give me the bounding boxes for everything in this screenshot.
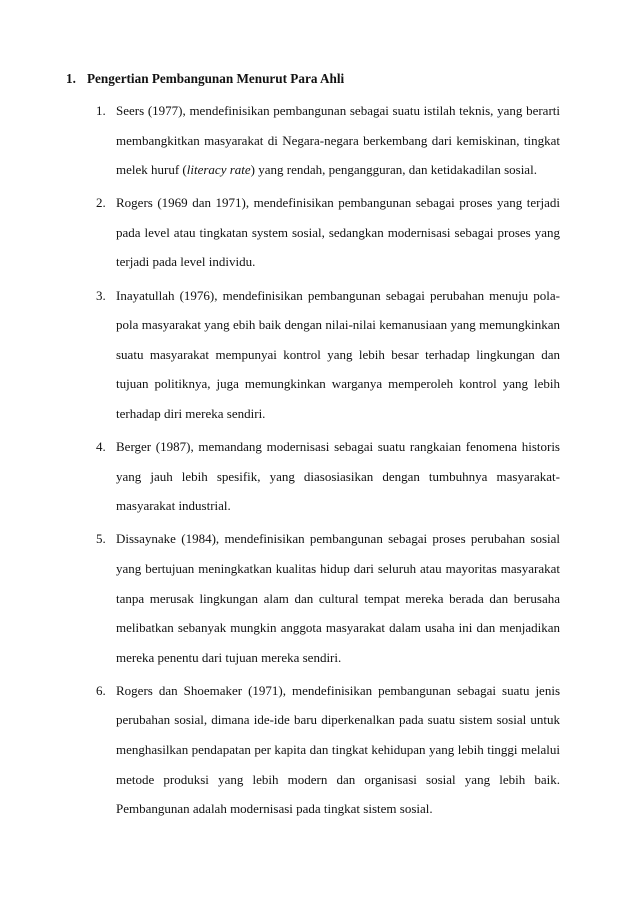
list-item-number: 5. [96,531,106,547]
list-item-number: 2. [96,195,106,211]
list-item-number: 4. [96,439,106,455]
list-item [96,188,560,277]
list-item-text: Rogers (1969 dan 1971), mendefinisikan pembangunan sebagai proses yang terjadi pada level atau tingkatan system sosial, sedangkan modernisasi sebagai proses yang terjadi pada level individu. [116,195,560,270]
list-item [96,96,560,185]
list-item-text-part: Seers (1977), mendefinisikan pembangunan sebagai suatu istilah teknis, yang berarti membangkitkan masyarakat di Negara-negara berkembang dari kemiskinan, tingkat melek huruf ( [116,103,560,178]
list-item-text [116,103,560,177]
list-item [96,676,560,824]
list-item-number: 1. [96,103,106,118]
definitions-list [96,96,560,827]
list-item-text: Rogers dan Shoemaker (1971), mendefinisikan pembangunan sebagai suatu jenis perubahan sosial, dimana ide-ide baru diperkenalkan pada suatu sistem sosial untuk menghasilkan pendapatan per kapita dan tingkat kehidupan yang lebih tinggi melalui metode produksi yang lebih modern dan organisasi sosial yang lebih baik. Pembangunan adalah modernisasi pada tingkat sistem sosial. [116,682,560,817]
list-item [96,524,560,672]
list-item-text-part: ) yang rendah, pengangguran, dan ketidakadilan sosial. [250,162,537,178]
italic-term: literacy rate [186,162,251,178]
list-item-text: Dissaynake (1984), mendefinisikan pembangunan sebagai proses perubahan sosial yang bertujuan meningkatkan kualitas hidup dari seluruh atau mayoritas masyarakat tanpa merusak lingkungan alam dan cultural tempat mereka berada dan berusaha melibatkan sebanyak mungkin anggota masyarakat dalam usaha ini dan menjadikan mereka penentu dari tujuan mereka sendiri. [116,531,560,665]
list-item-number: 3. [96,287,106,303]
list-item [96,281,560,429]
list-item-text: Inayatullah (1976), mendefinisikan pembangunan sebagai perubahan menuju pola-pola masyarakat yang ebih baik dengan nilai-nilai kemanusiaan yang memungkinkan suatu masyarakat mempunyai kontrol yang lebih besar terhadap lingkungan dan tujuan politiknya, juga memungkinkan warganya memperoleh kontrol yang lebih terhadap diri mereka sendiri. [116,287,560,421]
list-item-number: 6. [96,682,106,698]
section-number: 1. [66,71,76,86]
list-item-text: Berger (1987), memandang modernisasi sebagai suatu rangkaian fenomena historis yang jauh lebih spesifik, yang diasosiasikan dengan tumbuhnya masyarakat-masyarakat industrial. [116,439,560,514]
section-heading [66,70,344,88]
section-title: Pengertian Pembangunan Menurut Para Ahli [87,71,345,86]
list-item [96,432,560,521]
